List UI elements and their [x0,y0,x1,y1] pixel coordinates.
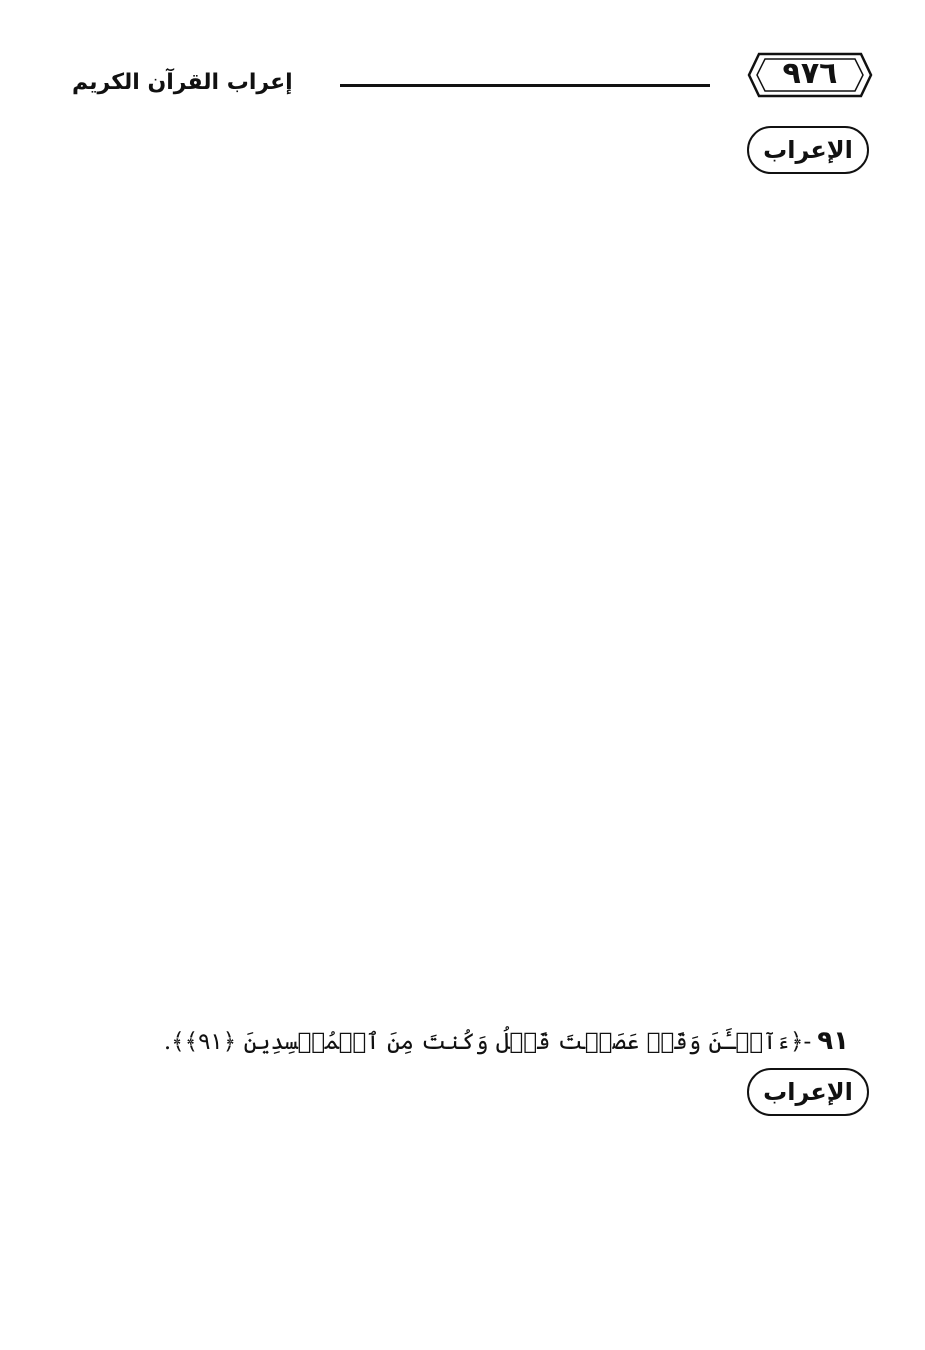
verse-text: -﴿ءَآلۡـَٔنَ وَقَدۡ عَصَيۡتَ قَبۡلُ وَكُنتَ مِنَ ٱلۡمُفۡسِدِينَ ﴿٩١﴾﴾. [163,1029,812,1055]
verse-number: ٩١ [817,1026,849,1056]
page-number-frame [745,50,875,100]
book-title: إعراب القرآن الكريم [72,70,293,95]
verse-91 [163,1016,849,1066]
header-rule [340,84,710,87]
page-number: ٩٧٦ [782,56,838,91]
irab-badge: الإعراب [747,1068,869,1116]
irab-badge: الإعراب [747,126,869,174]
